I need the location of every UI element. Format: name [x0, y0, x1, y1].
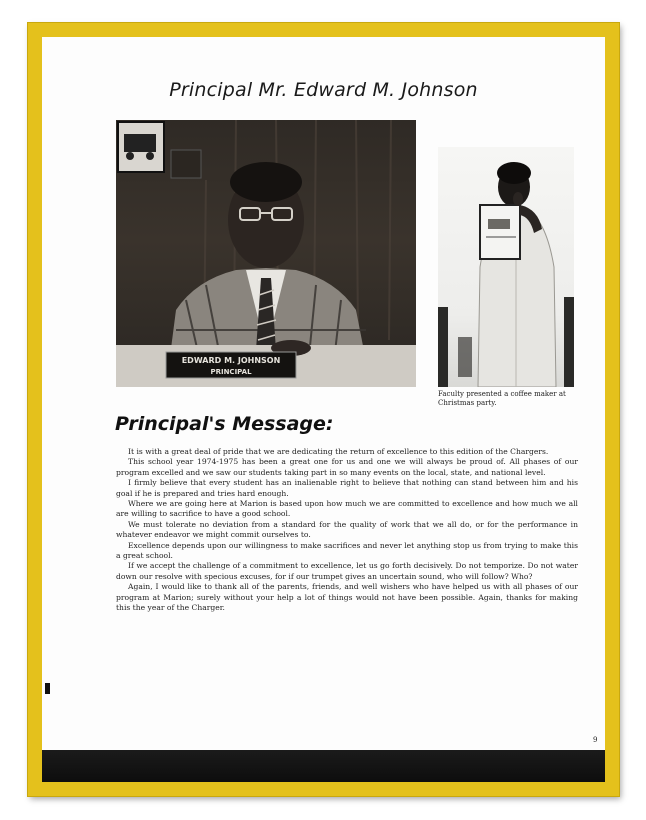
picture-frame: [28, 23, 619, 796]
page-number: 9: [593, 736, 598, 744]
message-paragraph: This school year 1974-1975 has been a great one for us and one we will always be proud of. All phases of our program excelled and we saw our students taking part in so many events on the local, state, and national level.: [116, 457, 578, 477]
principal-photo: [116, 120, 416, 387]
message-paragraph: Again, I would like to thank all of the parents, friends, and well wishers who have helped us with all phases of our program at Marion; surely without your help a lot of things would not have been possible. Again, thanks for making this the year of the Charger.: [116, 582, 578, 613]
page-title: Principal Mr. Edward M. Johnson: [169, 79, 478, 101]
yearbook-page: [42, 37, 605, 782]
faculty-party-photo-art: [438, 147, 574, 387]
photo-caption: Faculty presented a coffee maker at Christmas party.: [438, 390, 566, 407]
faculty-party-photo: [438, 147, 574, 387]
message-paragraph: Where we are going here at Marion is based upon how much we are committed to excellence and how much we all are willing to sacrifice to have a good school.: [116, 499, 578, 519]
message-heading: Principal's Message:: [115, 413, 334, 435]
principal-message: [116, 447, 578, 614]
message-paragraph: Excellence depends upon our willingness to make sacrifices and never let anything stop us from trying to make this a great school.: [116, 540, 578, 561]
nameplate-title: PRINCIPAL: [210, 368, 252, 376]
scan-mark: [45, 683, 50, 694]
principal-photo-art: [116, 120, 416, 387]
message-paragraph: We must tolerate no deviation from a standard for the quality of work that we all do, or for the performance in whatever endeavor we might commit ourselves to.: [116, 519, 578, 540]
scan-edge-band: [42, 750, 605, 782]
message-paragraph: I firmly believe that every student has an inalienable right to believe that nothing can stand between him and his goal if he is prepared and tries hard enough.: [116, 478, 578, 498]
message-paragraph: If we accept the challenge of a commitment to excellence, let us go forth decisively. Do not temporize. Do not water down our resolve with specious excuses, for if our trumpet gives an uncertain sound, who will follow? Who?: [116, 561, 578, 581]
message-paragraph: It is with a great deal of pride that we are dedicating the return of excellence to this edition of the Chargers.: [128, 447, 549, 456]
nameplate-name: EDWARD M. JOHNSON: [181, 356, 281, 365]
